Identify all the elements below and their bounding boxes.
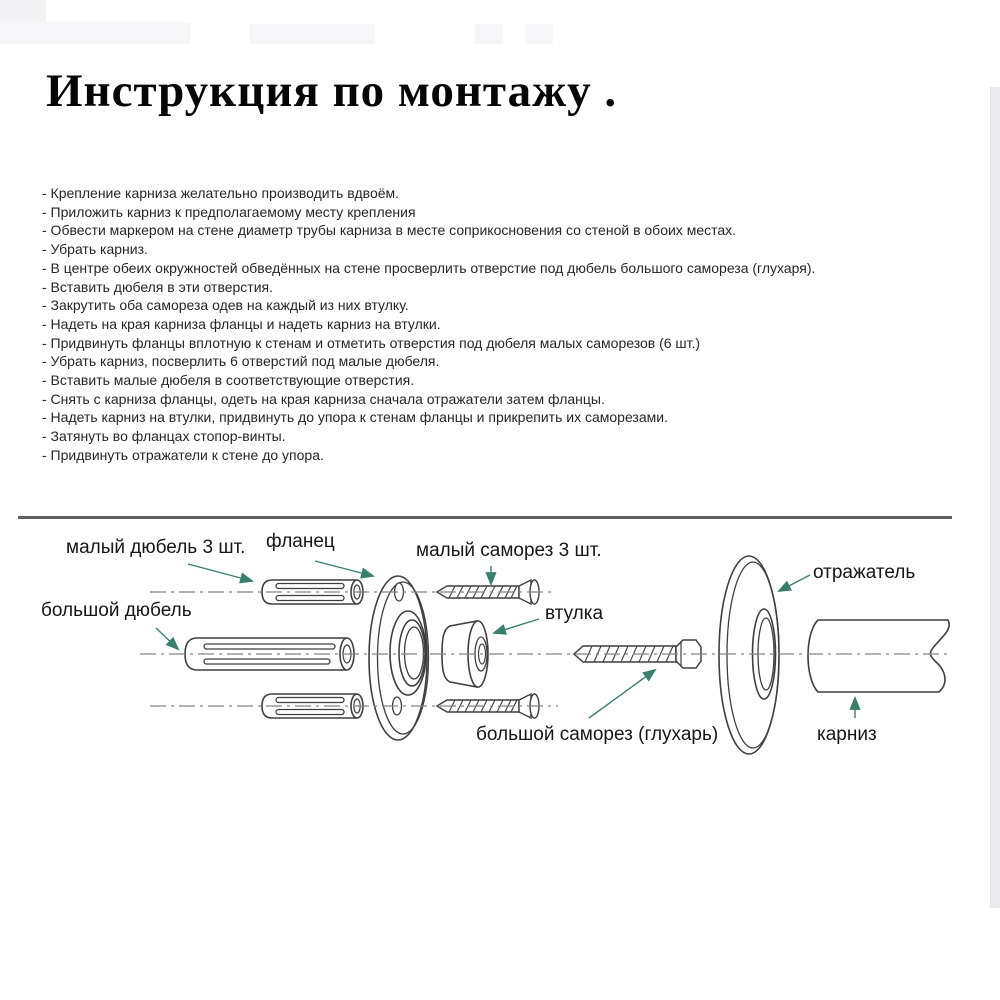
reflector-part — [719, 556, 779, 754]
label-reflector: отражатель — [813, 562, 916, 583]
label-flange: фланец — [266, 531, 335, 552]
flange-part — [369, 576, 429, 740]
faded-header-artifact — [0, 0, 46, 22]
label-bushing: втулка — [545, 603, 604, 624]
instruction-step: - Закрутить оба самореза одев на каждый из них втулку. — [42, 297, 409, 314]
assembly-diagram — [0, 520, 1000, 800]
instruction-step: - Надеть карниз на втулки, придвинуть до упора к стенам фланцы и прикрепить их саморезами. — [42, 409, 668, 426]
leader-large-screw — [589, 670, 655, 718]
right-edge-strip — [990, 87, 1000, 908]
instruction-step: - В центре обеих окружностей обведённых на стене просверлить отверстие под дюбель большого самореза (глухаря). — [42, 259, 816, 276]
instruction-step: - Надеть на края карниза фланцы и надеть карниз на втулки. — [42, 315, 441, 332]
label-cornice: карниз — [817, 724, 877, 745]
leader-reflector — [779, 575, 810, 591]
instruction-step: - Убрать карниз, посверлить 6 отверстий под малые дюбеля. — [42, 353, 440, 370]
instruction-step: - Убрать карниз. — [42, 241, 148, 258]
instruction-step: - Вставить дюбеля в эти отверстия. — [42, 278, 274, 295]
instruction-step: - Крепление карниза желательно производить вдвоём. — [42, 185, 400, 201]
faded-header-artifact — [475, 24, 503, 44]
instruction-step: - Придвинуть фланцы вплотную к стенам и отметить отверстия под дюбеля малых саморезов (6 шт.) — [42, 334, 701, 351]
label-large-dowel: большой дюбель — [41, 600, 192, 621]
page-title: Инструкция по монтажу . — [46, 65, 618, 117]
leader-flange — [315, 561, 373, 576]
leader-small-dowel — [188, 564, 252, 581]
cornice-tube — [808, 620, 949, 692]
label-small-dowel: малый дюбель 3 шт. — [66, 537, 246, 558]
leader-large-dowel — [156, 628, 178, 649]
label-large-screw: большой саморез (глухарь) — [476, 724, 719, 745]
section-divider — [18, 516, 952, 519]
instructions-list — [42, 184, 902, 465]
instruction-step: - Снять с карниза фланцы, одеть на края карниза сначала отражатели затем фланцы. — [42, 390, 605, 407]
instruction-step: - Затянуть во фланцах стопор-винты. — [42, 428, 286, 445]
instruction-step: - Обвести маркером на стене диаметр трубы карниза в месте соприкосновения со стеной в обоих местах. — [42, 222, 737, 239]
label-small-screw: малый саморез 3 шт. — [416, 540, 602, 561]
instruction-step: - Приложить карниз к предполагаемому месту крепления — [42, 203, 416, 220]
faded-header-artifact — [0, 22, 190, 44]
instruction-step: - Вставить малые дюбеля в соответствующие отверстия. — [42, 372, 415, 389]
leader-bushing — [494, 619, 539, 633]
faded-header-artifact — [525, 24, 553, 44]
faded-header-artifact — [250, 24, 375, 44]
instruction-step: - Придвинуть отражатели к стене до упора. — [42, 446, 324, 463]
